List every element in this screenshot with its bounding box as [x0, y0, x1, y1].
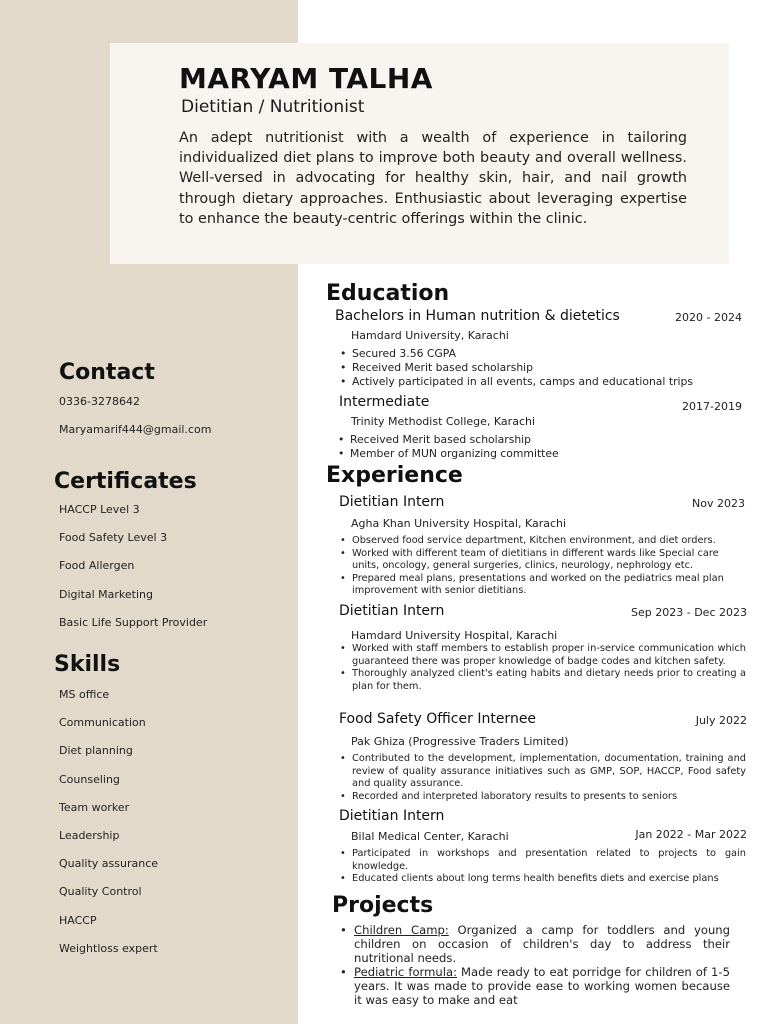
certificates-list — [59, 503, 207, 644]
bullet-item: • Received Merit based scholarship — [339, 361, 739, 375]
contact-email: Maryamarif444@gmail.com — [59, 423, 212, 436]
project-name: Pediatric formula: — [354, 965, 457, 979]
skill-item: Leadership — [59, 828, 120, 842]
project-item — [338, 923, 730, 965]
experience-date: Sep 2023 - Dec 2023 — [631, 606, 747, 619]
education-bullets — [339, 347, 739, 389]
project-description: Made ready to eat porridge for children of 1-5 years. It was made to provide ease to working women because it was easy to make and eat — [354, 965, 730, 1007]
certificate-item: HACCP Level 3 — [59, 503, 140, 516]
certificates-heading: Certificates — [54, 469, 197, 494]
skill-item: Diet planning — [59, 744, 133, 758]
skills-list — [59, 688, 158, 970]
certificate-item: Basic Life Support Provider — [59, 615, 208, 629]
bullet-item: • Prepared meal plans, presentations and worked on the pediatrics meal plan improvement with senior dietitians. — [339, 573, 746, 598]
bullet-item: • Thoroughly analyzed client's eating habits and dietary needs prior to creating a plan for them. — [339, 668, 746, 693]
skill-item: Quality assurance — [59, 857, 159, 871]
experience-bullets — [339, 753, 746, 803]
experience-bullets — [339, 535, 746, 598]
education-date: 2017-2019 — [682, 400, 742, 413]
experience-date: Jan 2022 - Mar 2022 — [635, 828, 747, 841]
project-name: Children Camp: — [354, 923, 449, 937]
project-description: Organized a camp for toddlers and young children on occasion of children's day to address their nutritional needs. — [354, 923, 730, 965]
experience-title: Dietitian Intern — [339, 808, 445, 824]
experience-bullets — [339, 848, 746, 886]
bullet-item: • Observed food service department, Kitchen environment, and diet orders. — [339, 535, 746, 548]
bullet-item: • Contributed to the development, implementation, documentation, training and review of quality assurance initiatives such as GMP, SOP, HACCP, Food safety and quality assurance. — [339, 753, 746, 791]
contact-phone: 0336-3278642 — [59, 395, 140, 408]
skill-item: Communication — [59, 716, 146, 730]
profile-summary: An adept nutritionist with a wealth of experience in tailoring individualized diet plans to improve both beauty and overall wellness. Well-versed in advocating for healthy skin, hair, and nail growth through dietary approaches. Enthusiastic about leveraging expertise to enhance the beauty-centric offerings within the clinic. — [179, 130, 687, 227]
bullet-item: • Worked with different team of dietitians in different wards like Special care units, oncology, general surgeries, clinics, neurology, nephrology etc. — [339, 548, 746, 573]
education-institution: Hamdard University, Karachi — [351, 329, 509, 342]
certificate-item: Food Safety Level 3 — [59, 531, 168, 545]
education-title: Bachelors in Human nutrition & dietetics — [335, 308, 620, 324]
skills-heading: Skills — [54, 652, 121, 677]
bullet-item: • Received Merit based scholarship — [337, 433, 737, 447]
education-bullets — [337, 433, 737, 461]
skill-item: HACCP — [59, 913, 97, 927]
candidate-name: MARYAM TALHA — [179, 62, 433, 95]
experience-organization: Pak Ghiza (Progressive Traders Limited) — [351, 735, 569, 748]
bullet-item: • Actively participated in all events, camps and educational trips — [339, 375, 739, 389]
education-institution: Trinity Methodist College, Karachi — [351, 415, 536, 428]
bullet-item: • Worked with staff members to establish proper in-service communication which guaranteed there was proper knowledge of badge codes and kitchen safety. — [339, 643, 746, 668]
skill-item: MS office — [59, 688, 110, 701]
experience-heading: Experience — [326, 463, 463, 488]
experience-date: July 2022 — [695, 714, 747, 727]
education-title: Intermediate — [339, 394, 430, 410]
projects-heading: Projects — [332, 893, 434, 918]
skill-item: Counseling — [59, 772, 120, 786]
bullet-item: • Recorded and interpreted laboratory results to presents to seniors — [339, 791, 746, 804]
experience-title: Food Safety Officer Internee — [339, 711, 537, 727]
skill-item: Quality Control — [59, 885, 142, 899]
experience-bullets — [339, 643, 746, 693]
contact-heading: Contact — [59, 360, 155, 385]
bullet-item: • Member of MUN organizing committee — [337, 447, 737, 461]
bullet-item: • Educated clients about long terms health benefits diets and exercise plans — [339, 873, 746, 886]
bullet-item: • Secured 3.56 CGPA — [339, 347, 739, 361]
projects-list — [338, 923, 730, 1007]
certificate-item: Digital Marketing — [59, 587, 153, 601]
project-item — [338, 965, 730, 1007]
experience-organization: Bilal Medical Center, Karachi — [351, 830, 509, 843]
experience-title: Dietitian Intern — [339, 603, 445, 619]
bullet-item: • Participated in workshops and presentation related to projects to gain knowledge. — [339, 848, 746, 873]
experience-title: Dietitian Intern — [339, 494, 445, 510]
skill-item: Team worker — [59, 800, 130, 814]
experience-organization: Agha Khan University Hospital, Karachi — [351, 517, 567, 530]
education-heading: Education — [326, 281, 450, 306]
candidate-role: Dietitian / Nutritionist — [181, 97, 365, 117]
skill-item: Weightloss expert — [59, 941, 158, 955]
education-date: 2020 - 2024 — [675, 311, 742, 324]
certificate-item: Food Allergen — [59, 559, 135, 573]
experience-date: Nov 2023 — [692, 497, 745, 510]
experience-organization: Hamdard University Hospital, Karachi — [351, 629, 558, 642]
